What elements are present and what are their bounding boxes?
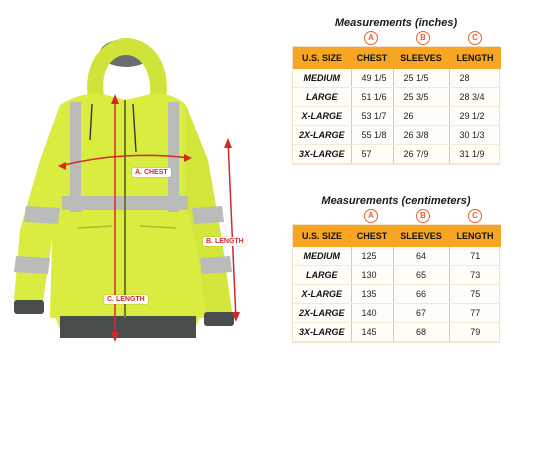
- length-cell: 28 3/4: [449, 88, 501, 107]
- table-row: [293, 285, 501, 304]
- length-cell: 75: [449, 285, 501, 304]
- column-letter-b: B: [416, 31, 430, 45]
- inches-size-table: [293, 47, 501, 164]
- size-cell: MEDIUM: [293, 247, 351, 266]
- size-cell: 3X-LARGE: [293, 145, 351, 164]
- cm-size-table: [293, 225, 501, 342]
- length-cell: 30 1/3: [449, 126, 501, 145]
- size-cell: X-LARGE: [293, 285, 351, 304]
- table-row: [293, 69, 501, 88]
- table-row: [293, 323, 501, 342]
- header-chest: CHEST: [351, 47, 393, 69]
- left-cuff: [14, 300, 44, 314]
- sleeves-cell: 26 3/8: [393, 126, 449, 145]
- column-letter-c: C: [468, 209, 482, 223]
- size-cell: 2X-LARGE: [293, 126, 351, 145]
- reflective-stripe-left-arm-lower: [14, 256, 50, 274]
- chest-cell: 51 1/6: [351, 88, 393, 107]
- table-row: [293, 247, 501, 266]
- header-length: LENGTH: [449, 47, 501, 69]
- column-letter-b: B: [416, 209, 430, 223]
- length-cell: 79: [449, 323, 501, 342]
- inches-header-row: [293, 47, 501, 69]
- table-row: [293, 145, 501, 164]
- sleeves-cell: 68: [393, 323, 449, 342]
- hood: [87, 38, 167, 100]
- chest-cell: 55 1/8: [351, 126, 393, 145]
- size-cell: X-LARGE: [293, 107, 351, 126]
- sleeves-cell: 67: [393, 304, 449, 323]
- body-length-label: C. LENGTH: [104, 295, 148, 304]
- cm-table-title: Measurements (centimeters): [321, 195, 471, 207]
- size-cell: MEDIUM: [293, 69, 351, 88]
- cm-table-block: [292, 194, 500, 343]
- chest-cell: 57: [351, 145, 393, 164]
- length-cell: 29 1/2: [449, 107, 501, 126]
- cm-column-letters: [292, 208, 500, 224]
- length-cell: 28: [449, 69, 501, 88]
- sleeves-cell: 25 1/5: [393, 69, 449, 88]
- column-letter-a: A: [364, 209, 378, 223]
- reflective-stripe-left: [70, 102, 81, 212]
- table-row: [293, 266, 501, 285]
- inches-table-title: Measurements (inches): [334, 17, 458, 29]
- chest-cell: 145: [351, 323, 393, 342]
- chest-label: A. CHEST: [132, 168, 171, 177]
- right-cuff: [204, 312, 234, 326]
- chest-cell: 135: [351, 285, 393, 304]
- chest-cell: 125: [351, 247, 393, 266]
- length-cell: 77: [449, 304, 501, 323]
- length-cell: 31 1/9: [449, 145, 501, 164]
- table-row: [293, 107, 501, 126]
- waistband: [60, 316, 196, 338]
- reflective-stripe-right-arm-lower: [200, 256, 232, 274]
- sleeves-cell: 25 3/5: [393, 88, 449, 107]
- table-row: [293, 88, 501, 107]
- size-cell: LARGE: [293, 266, 351, 285]
- sleeves-cell: 26: [393, 107, 449, 126]
- header-sleeves: SLEEVES: [393, 225, 449, 247]
- inches-column-letters: [292, 30, 500, 46]
- chest-cell: 49 1/5: [351, 69, 393, 88]
- column-letter-a: A: [364, 31, 378, 45]
- sleeves-cell: 65: [393, 266, 449, 285]
- reflective-stripe-right-arm-upper: [192, 206, 224, 224]
- length-cell: 73: [449, 266, 501, 285]
- sleeves-cell: 26 7/9: [393, 145, 449, 164]
- column-letter-c: C: [468, 31, 482, 45]
- sleeves-cell: 64: [393, 247, 449, 266]
- length-cell: 71: [449, 247, 501, 266]
- reflective-stripe-left-arm-upper: [24, 206, 60, 224]
- cm-header-row: [293, 225, 501, 247]
- size-cell: 2X-LARGE: [293, 304, 351, 323]
- size-cell: LARGE: [293, 88, 351, 107]
- table-row: [293, 304, 501, 323]
- table-row: [293, 126, 501, 145]
- sleeves-cell: 66: [393, 285, 449, 304]
- inches-table-block: [292, 16, 500, 165]
- chest-cell: 53 1/7: [351, 107, 393, 126]
- header-us-size: U.S. SIZE: [293, 225, 351, 247]
- size-cell: 3X-LARGE: [293, 323, 351, 342]
- header-length: LENGTH: [449, 225, 501, 247]
- header-chest: CHEST: [351, 225, 393, 247]
- chest-cell: 140: [351, 304, 393, 323]
- sleeve-length-label: B. LENGTH: [203, 237, 247, 246]
- chest-cell: 130: [351, 266, 393, 285]
- sleeve-arrow-top: [224, 138, 232, 148]
- header-sleeves: SLEEVES: [393, 47, 449, 69]
- header-us-size: U.S. SIZE: [293, 47, 351, 69]
